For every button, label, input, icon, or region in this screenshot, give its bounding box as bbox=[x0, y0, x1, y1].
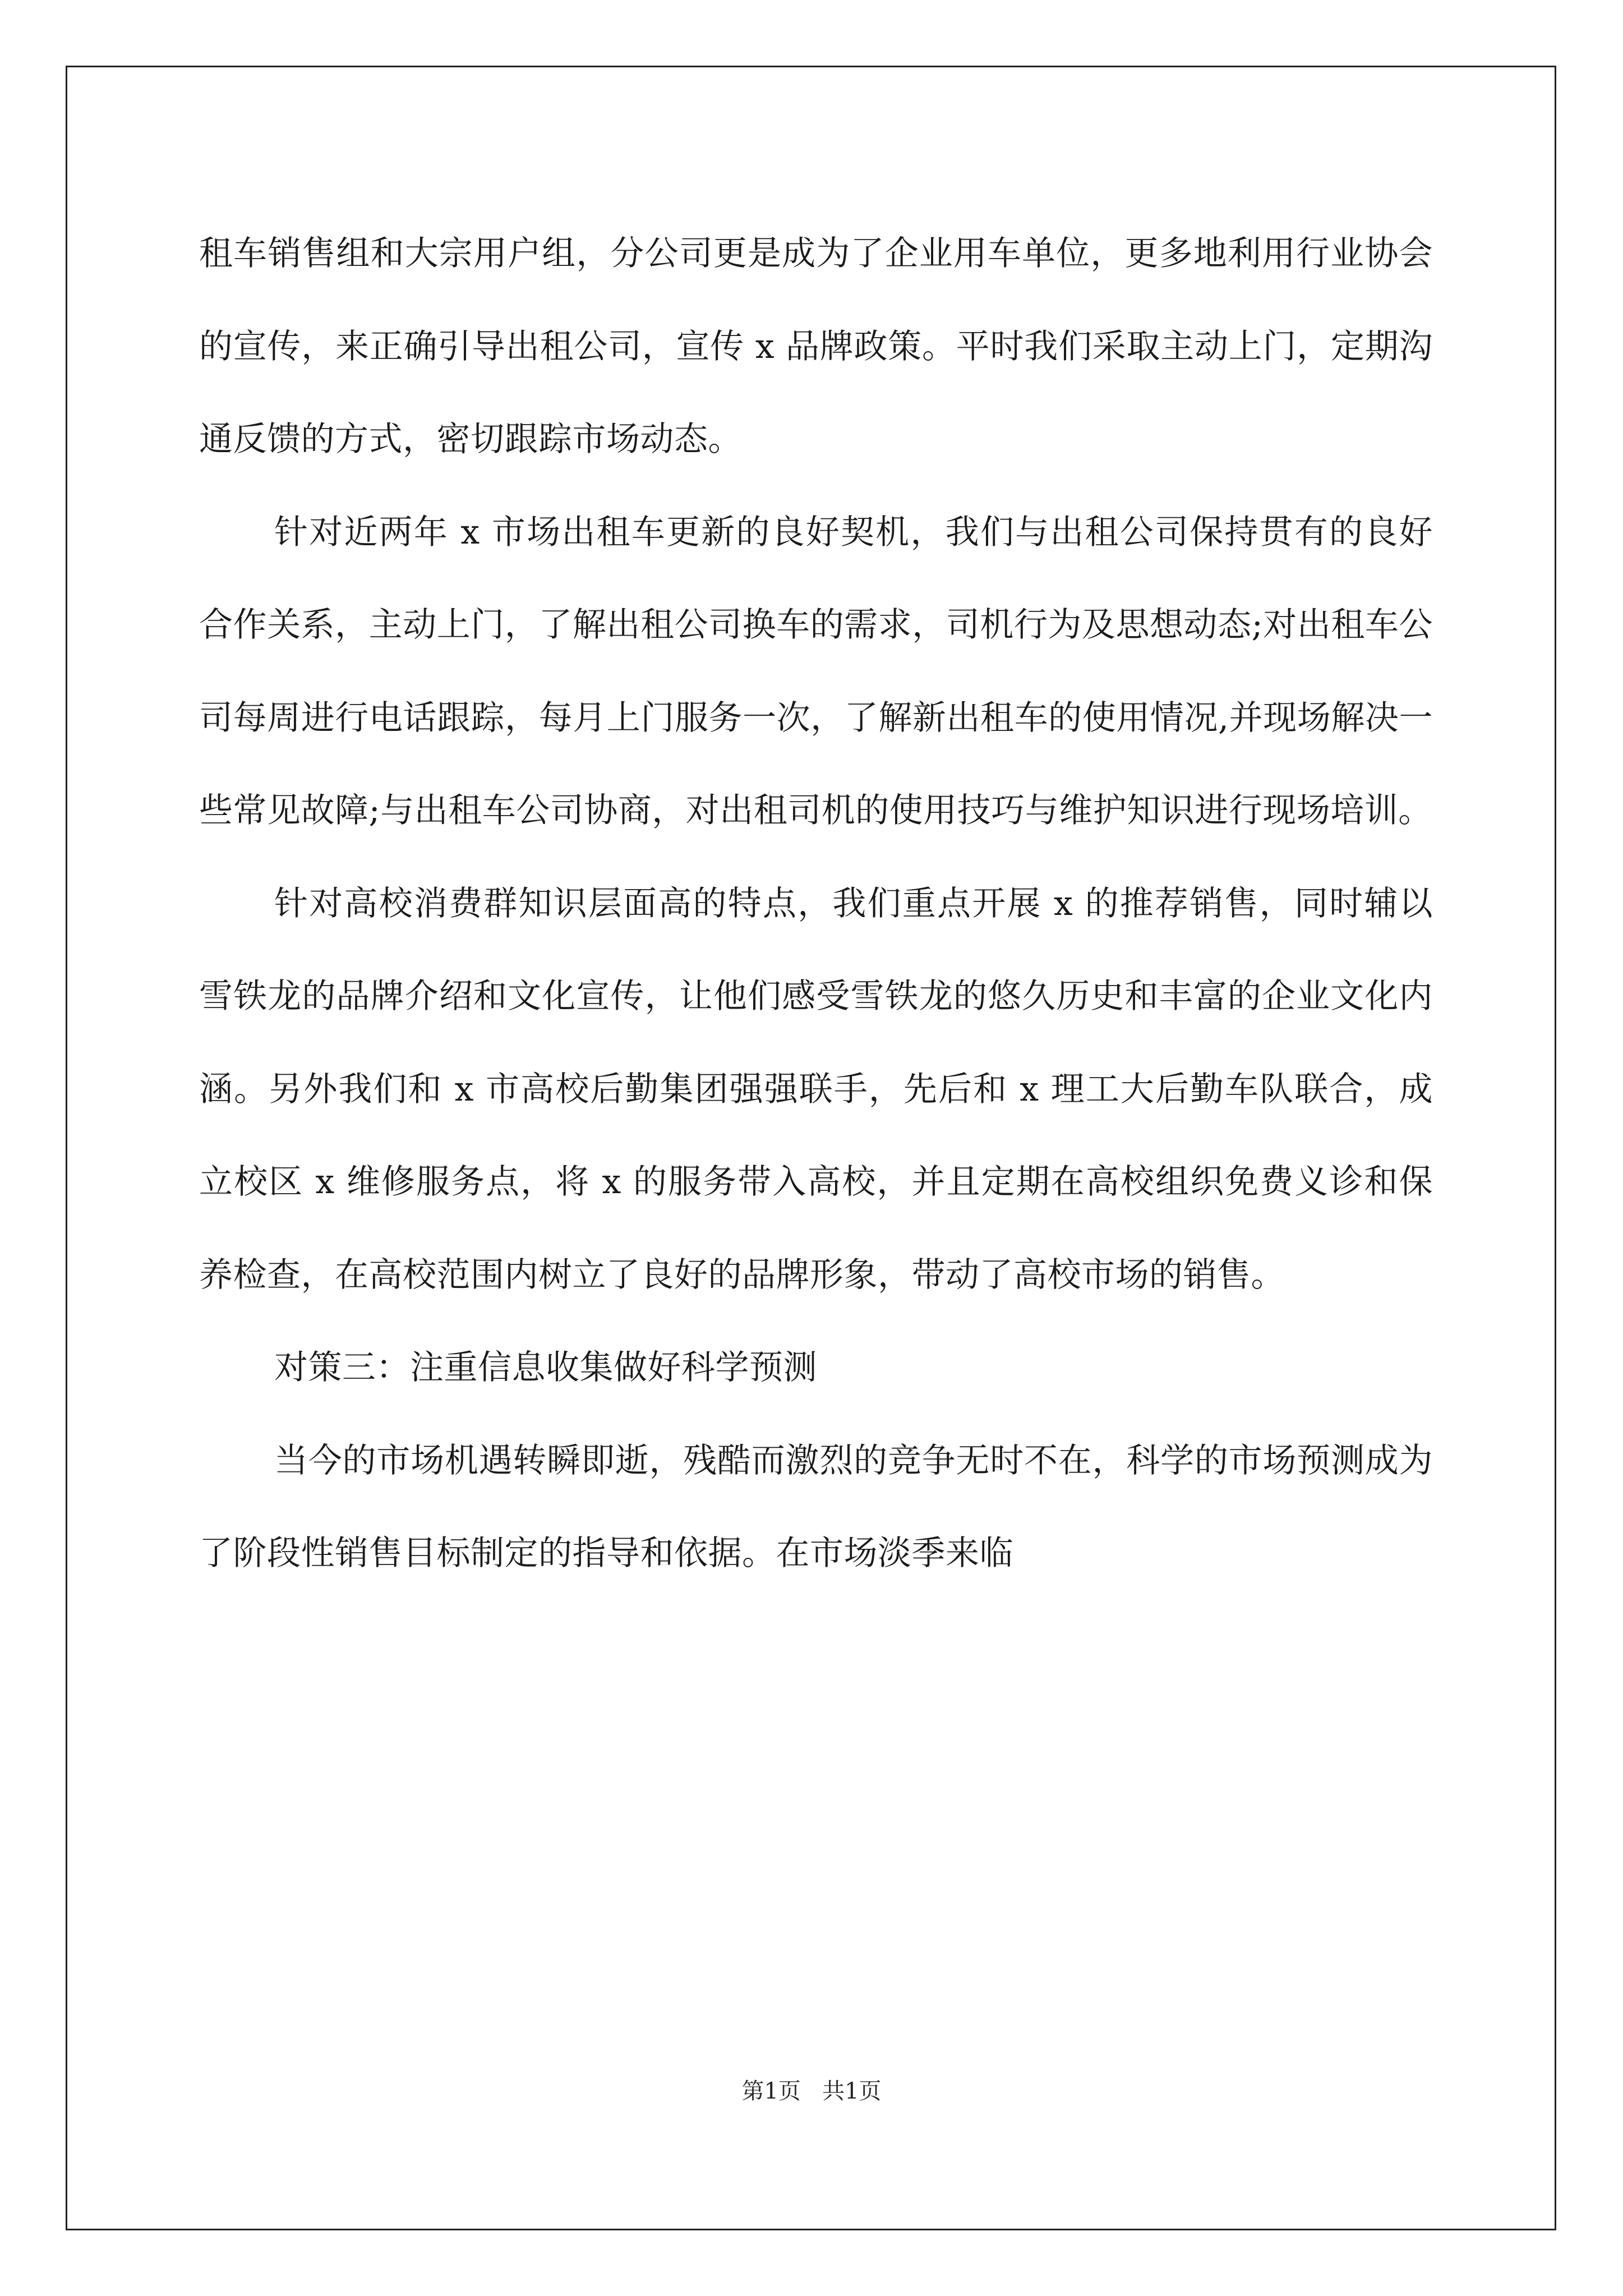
section-heading-strategy-3: 对策三：注重信息收集做好科学预测 bbox=[274, 1348, 817, 1387]
paragraph-1: 租车销售组和大宗用户组，分公司更是成为了企业用车单位，更多地利用行业协会的宣传，来正确引导出租公司，宣传 x 品牌政策。平时我们采取主动上门，定期沟通反馈的方式，密切跟踪市场动态。 bbox=[199, 234, 1433, 459]
document-body bbox=[199, 208, 1433, 1600]
paragraph-2: 针对近两年 x 市场出租车更新的良好契机，我们与出租公司保持贯有的良好合作关系，主动上门，了解出租公司换车的需求，司机行为及思想动态;对出租车公司每周进行电话跟踪，每月上门服务一次，了解新出租车的使用情况,并现场解决一些常见故障;与出租车公司协商，对出租司机的使用技巧与维护知识进行现场培训。 bbox=[199, 512, 1433, 830]
page-footer bbox=[0, 2077, 1623, 2106]
total-pages-label: 共1页 bbox=[822, 2078, 882, 2104]
paragraph-4: 当今的市场机遇转瞬即逝，残酷而激烈的竞争无时不在，科学的市场预测成为了阶段性销售目标制定的指导和依据。在市场淡季来临 bbox=[199, 1441, 1433, 1573]
paragraph-3: 针对高校消费群知识层面高的特点，我们重点开展 x 的推荐销售，同时辅以雪铁龙的品牌介绍和文化宣传，让他们感受雪铁龙的悠久历史和丰富的企业文化内涵。另外我们和 x 市高校后勤集团强强联手，先后和 x 理工大后勤车队联合，成立校区 x 维修服务点，将 x 的服务带入高校，并且定期在高校组织免费义诊和保养检查，在高校范围内树立了良好的品牌形象，带动了高校市场的销售。 bbox=[199, 884, 1433, 1295]
current-page-label: 第1页 bbox=[741, 2078, 801, 2104]
